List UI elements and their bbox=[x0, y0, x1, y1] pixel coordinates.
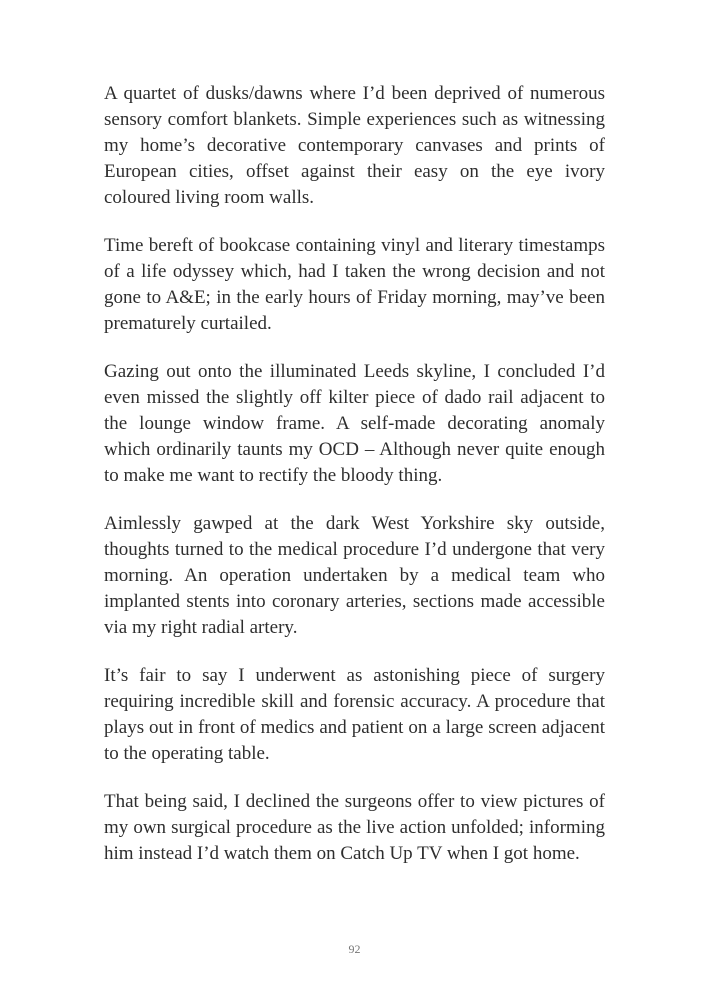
paragraph: It’s fair to say I underwent as astonishing piece of surgery requiring incredible skill and forensic accuracy. A procedure that plays out in front of medics and patient on a large screen adjacent to the operating table. bbox=[104, 665, 605, 764]
paragraph: Time bereft of bookcase containing vinyl and literary timestamps of a life odyssey which, had I taken the wrong decision and not gone to A&E; in the early hours of Friday morning, may’ve been prematurely curtailed. bbox=[104, 235, 605, 334]
page-number: 92 bbox=[348, 942, 361, 956]
paragraph: That being said, I declined the surgeons offer to view pictures of my own surgical procedure as the live action unfolded; informing him instead I’d watch them on Catch Up TV when I got home. bbox=[104, 791, 605, 864]
paragraph: A quartet of dusks/dawns where I’d been deprived of numerous sensory comfort blankets. Simple experiences such as witnessing my home’s decorative contemporary canvases and prints of European cities, offset against their easy on the eye ivory coloured living room walls. bbox=[104, 83, 605, 208]
paragraph: Aimlessly gawped at the dark West Yorkshire sky outside, thoughts turned to the medical procedure I’d undergone that very morning. An operation undertaken by a medical team who implanted stents into coronary arteries, sections made accessible via my right radial artery. bbox=[104, 513, 605, 638]
paragraph: Gazing out onto the illuminated Leeds skyline, I concluded I’d even missed the slightly off kilter piece of dado rail adjacent to the lounge window frame. A self-made decorating anomaly which ordinarily taunts my OCD – Although never quite enough to make me want to rectify the bloody thing. bbox=[104, 361, 605, 486]
page-body bbox=[104, 81, 605, 889]
